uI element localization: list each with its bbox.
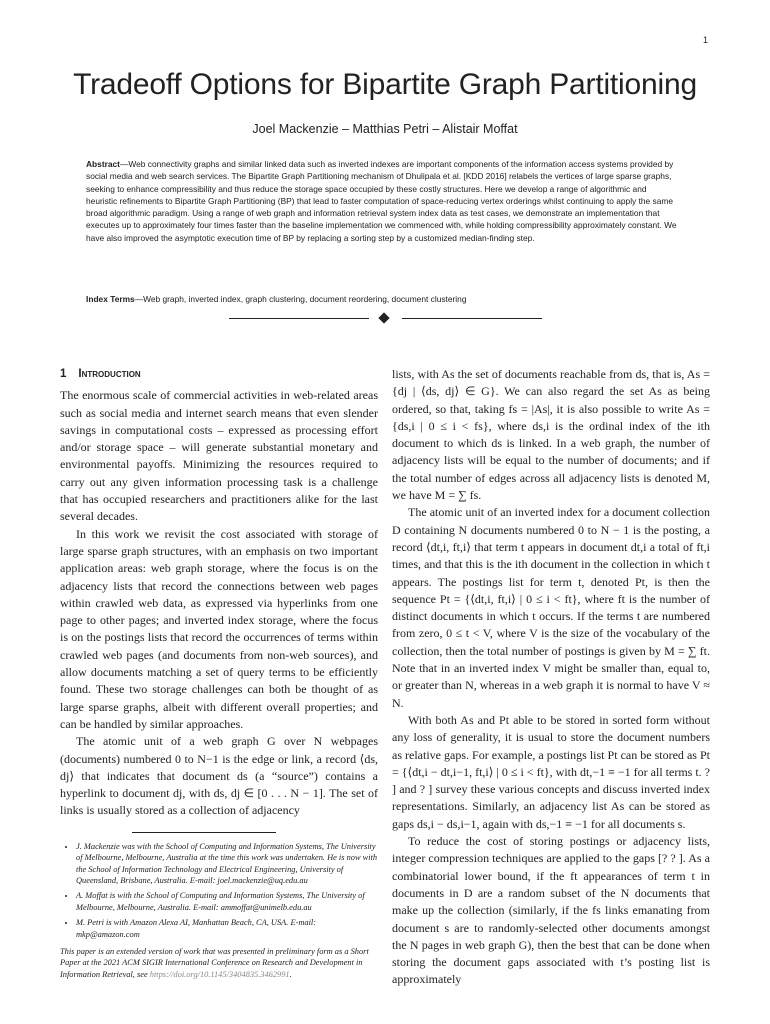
section-number: 1 <box>60 368 67 380</box>
paragraph: With both As and Pt able to be stored in sorted form without any loss of generality, it is usual to store the document numbers as relative gaps. For example, a postings list Pt can be stored as Pt = {⟨dt,i − dt,i−1, ft,i⟩ | 0 ≤ i < ft}, with dt,−1 ≡ −1 for all terms t. ? ] and ? ] survey these various concepts and discuss inverted index representations. Similarly, an adjacency list As can be stored as gaps ds,i − ds,i−1, again with ds,−1 ≡ −1 for all documents s. <box>392 712 710 831</box>
footnote-rule <box>132 832 276 833</box>
footnote-item: • M. Petri is with Amazon Alexa AI, Manhattan Beach, CA, USA. E-mail: mkp@amazon.com <box>76 917 378 940</box>
paper-title: Tradeoff Options for Bipartite Graph Partitioning <box>73 68 697 101</box>
paragraph: The enormous scale of commercial activities in web-related areas such as social media and internet search means that even slender savings in computational costs – expressed as processing effort and/or storage space – will generate substantial monetary and environmental payoffs. Minimizing the resources required to carry out any given information processing task is a challenge that has occupied researchers and practitioners alike for the last several decades. <box>60 388 378 524</box>
left-column <box>60 366 378 980</box>
section-divider <box>229 318 542 319</box>
paragraph: In this work we revisit the cost associated with storage of large sparse graph structures, with an emphasis on two important application areas: web graph storage, where the focus is on the adjacency lists that record the connections between web pages within crawled web data, as expressed via hyperlinks from one page to other pages; and inverted index storage, where the focus is on the postings lists that record the occurrences of terms within crawled web pages (and documents from non-web sources), and allow documents matching a set of query terms to be efficiently found. These two storage challenges can both be thought of as large sparse graphs, albeit with different overall properties; and can be handled by similar approaches. <box>60 526 378 731</box>
diamond-icon <box>378 312 389 323</box>
abstract-label: Abstract <box>86 159 120 169</box>
paragraph: To reduce the cost of storing postings or adjacency lists, integer compression techniques are applied to the gaps [? ? ]. As a combinatorial lower bound, if the ft appearances of term t in documents in D are a random subset of the N documents that make up the collection (similarly, if the fs links emanating from document s are to randomly-selected other documents amongst the N pages in web graph G), then the best that can be done when storing the document gaps associated with t’s posting list is approximately <box>392 834 710 987</box>
footnote-note <box>60 946 378 980</box>
footnotes <box>60 841 378 980</box>
footnote-item: • A. Moffat is with the School of Computing and Information Systems, The University of Melbourne, Melbourne, Australia. E-mail: ammoffat@unimelb.edu.au <box>76 890 378 913</box>
abstract-text: —Web connectivity graphs and similar linked data such as inverted indexes are important components of the information access systems provided by social media and web search services. The Bipartite Graph Partitioning mechanism of Dhulipala et al. [KDD 2016] relabels the vertices of large sparse graphs, seeking to enhance compressibility and thus reduce the storage space occupied by these costly structures. Here we develop a range of algorithmic and heuristic refinements to Bipartite Graph Partitioning (BP) that lead to faster computation of space-reducing vertex orderings whilst continuing to apply the same broad algorithmic paradigm. Using a range of web graph and information retrieval system index data as test cases, we demonstrate an implementation that executes up to approximately four times faster than the baseline implementation we commenced with, while holding compressibility approximately constant. We have also improved the asymptotic execution time of BP by replacing a sorting step by a customized median-finding step. <box>86 159 677 243</box>
index-terms <box>86 294 686 304</box>
paper-authors: Joel Mackenzie – Matthias Petri – Alistair Moffat <box>252 122 518 136</box>
footnote-item: • J. Mackenzie was with the School of Computing and Information Systems, The University of Melbourne, Melbourne, Australia at the time this work was undertaken. He is now with the School of Information Technology and Electrical Engineering, University of Queensland, Brisbane, Australia. E-mail: joel.mackenzie@uq.edu.au <box>76 841 378 887</box>
footnote-note-text: This paper is an extended version of work that was presented in preliminary form as a Short Paper at the 2021 ACM SIGIR International Conference on Research and Development in Information Retrieval, see <box>60 946 369 979</box>
footnote-note-end: . <box>289 969 292 979</box>
paragraph: The atomic unit of a web graph G over N webpages (documents) numbered 0 to N−1 is the edge or link, a record ⟨ds, dj⟩ that indicates that document ds (a “source”) contains a hyperlink to document dj, with ds, dj ∈ [0 . . . N − 1]. The set of links is usually stored as a collection of adjacency <box>60 734 378 818</box>
section-heading <box>60 366 378 383</box>
page-number: 1 <box>702 35 708 45</box>
right-column <box>392 366 710 989</box>
paragraph: The atomic unit of an inverted index for a document collection D containing N documents numbered 0 to N − 1 is the posting, a record ⟨dt,i, ft,i⟩ that term t appears in document dt,i a total of ft,i times, and that this is the ith document in the collection in which t appears. The postings list for term t, denoted Pt, is then the sequence Pt = {⟨dt,i, ft,i⟩ | 0 ≤ i < ft}, where ft is the number of distinct documents in which t occurs. If the terms t are numbered from zero, 0 ≤ t < V, where V is the size of the vocabulary of the collection, then the total number of postings is given by M = ∑ ft. Note that in an inverted index V might be smaller than, equal to, or greater than N, whereas in a web graph it is normal to have V ≈ N. <box>392 505 710 710</box>
doi-link[interactable]: https://doi.org/10.1145/3404835.3462991 <box>149 969 290 979</box>
section-title: Introduction <box>78 368 141 380</box>
index-terms-text: —Web graph, inverted index, graph clustering, document reordering, document clustering <box>134 294 467 304</box>
paragraph: lists, with As the set of documents reachable from ds, that is, As = {dj | ⟨ds, dj⟩ ∈ G}. We can also regard the set As as being ordered, so that, taking fs = |As|, it is also possible to write As = {ds,i | 0 ≤ i < fs}, where ds,i is the ordinal index of the ith document to which ds is linked. In a web graph, the number of adjacency lists will be equal to the number of documents; and if the total number of edges across all adjacency lists is denoted M, we have M = ∑ fs. <box>392 367 710 503</box>
index-terms-label: Index Terms <box>86 294 135 304</box>
abstract <box>86 158 680 244</box>
